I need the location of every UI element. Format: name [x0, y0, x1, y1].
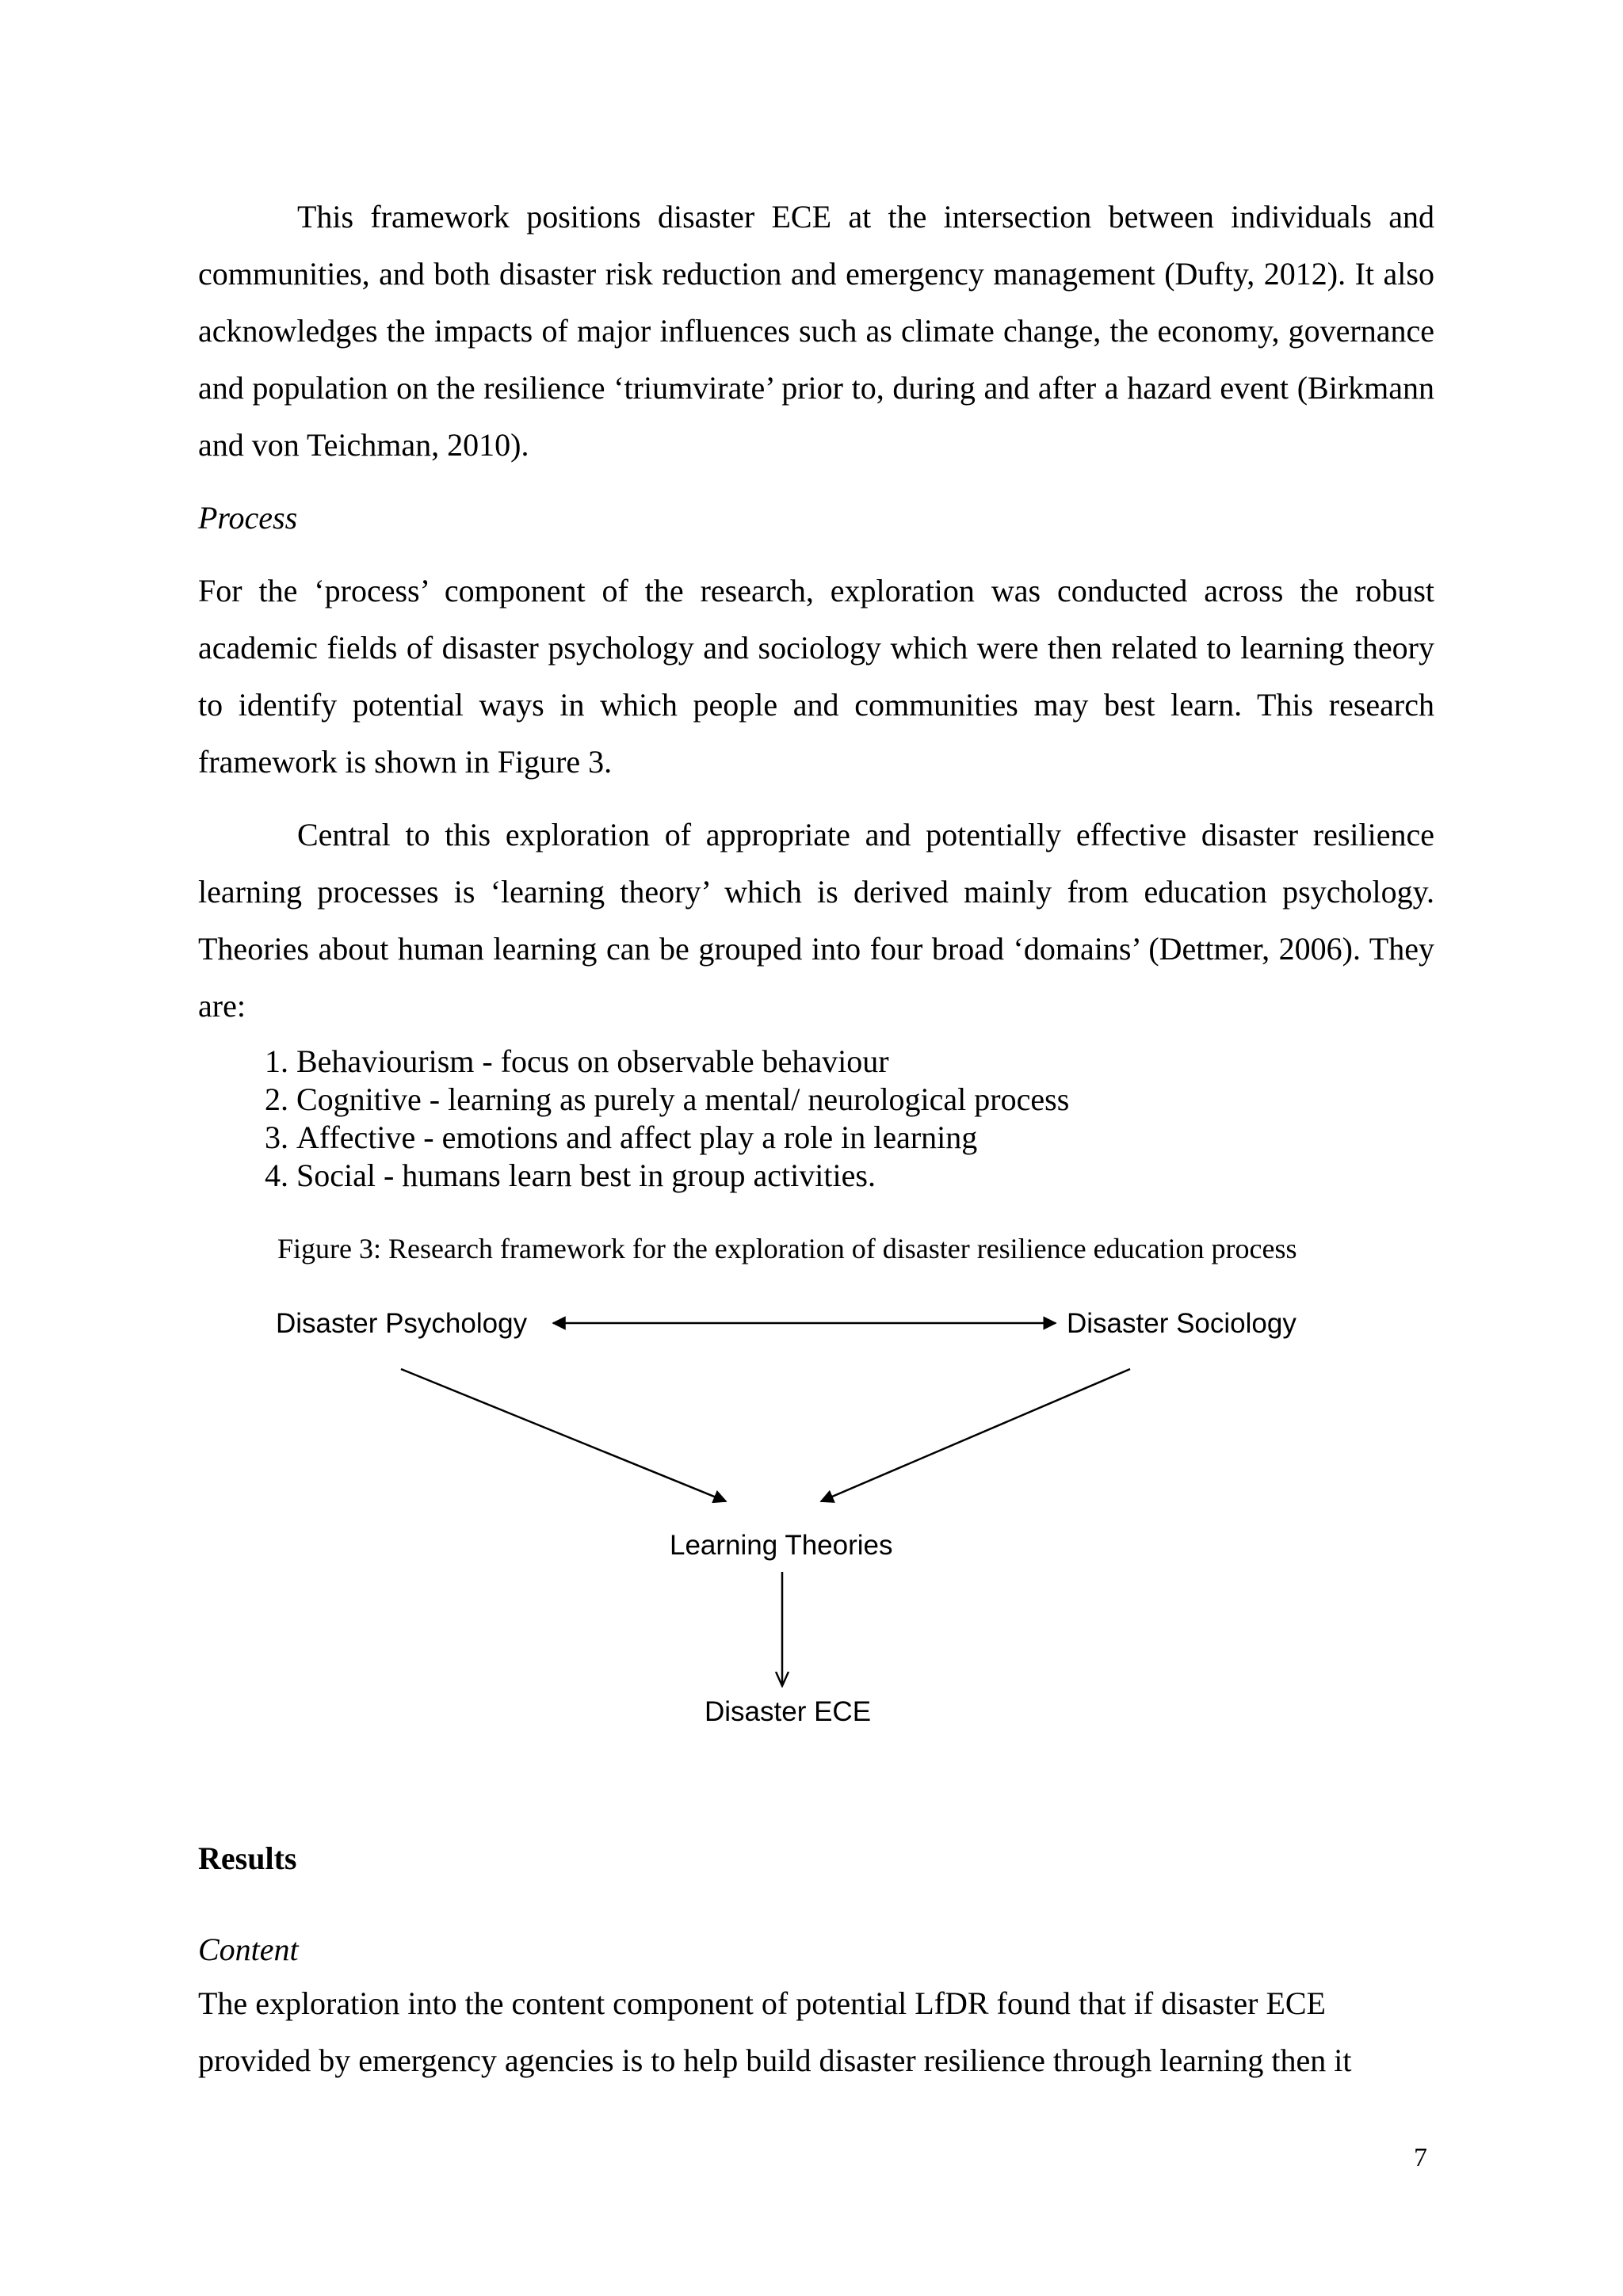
node-disaster-sociology: Disaster Sociology — [1067, 1308, 1296, 1339]
list-item: 2. Cognitive - learning as purely a mental/ neurological process — [296, 1081, 1485, 1119]
paragraph-framework: This framework positions disaster ECE at the intersection between individuals and communities, and both disaster risk reduction and emergency management (Dufty, 2012). It also acknowledges the impacts of major influences such as climate change, the economy, governance and population on the resilience ‘triumvirate’ prior to, during and after a hazard event (Birkmann and von Teichman, 2010). — [198, 199, 1434, 463]
paragraph-content: The exploration into the content component of potential LfDR found that if disaster ECE provided by emergency agencies is to help build disaster resilience through learning then it — [198, 1985, 1352, 2078]
heading-process: Process — [198, 500, 298, 536]
node-disaster-ece: Disaster ECE — [705, 1696, 872, 1727]
learning-domains-list — [198, 1043, 1485, 1195]
node-disaster-psychology: Disaster Psychology — [276, 1308, 528, 1339]
page-number: 7 — [1414, 2143, 1427, 2172]
list-item: 1. Behaviourism - focus on observable behaviour — [296, 1043, 1485, 1081]
list-item: 4. Social - humans learn best in group activities. — [296, 1157, 1485, 1195]
arrow-sociology-to-learning — [821, 1369, 1130, 1501]
heading-results: Results — [198, 1840, 297, 1876]
paragraph-process: For the ‘process’ component of the research, exploration was conducted across the robust academic fields of disaster psychology and sociology which were then related to learning theory to identify potential ways in which people and communities may best learn. This research framework is shown in Figure 3. — [198, 573, 1434, 780]
node-learning-theories: Learning Theories — [670, 1530, 893, 1561]
figure-caption: Figure 3: Research framework for the exploration of disaster resilience education process — [277, 1233, 1297, 1264]
paragraph-learning-theory: Central to this exploration of appropriate and potentially effective disaster resilience learning processes is ‘learning theory’ which is derived mainly from education psychology. Theories about human learning can be grouped into four broad ‘domains’ (Dettmer, 2006). They are: — [198, 817, 1434, 1024]
arrow-psychology-to-learning — [401, 1369, 726, 1501]
heading-content: Content — [198, 1932, 299, 1967]
list-item: 3. Affective - emotions and affect play a role in learning — [296, 1119, 1485, 1157]
